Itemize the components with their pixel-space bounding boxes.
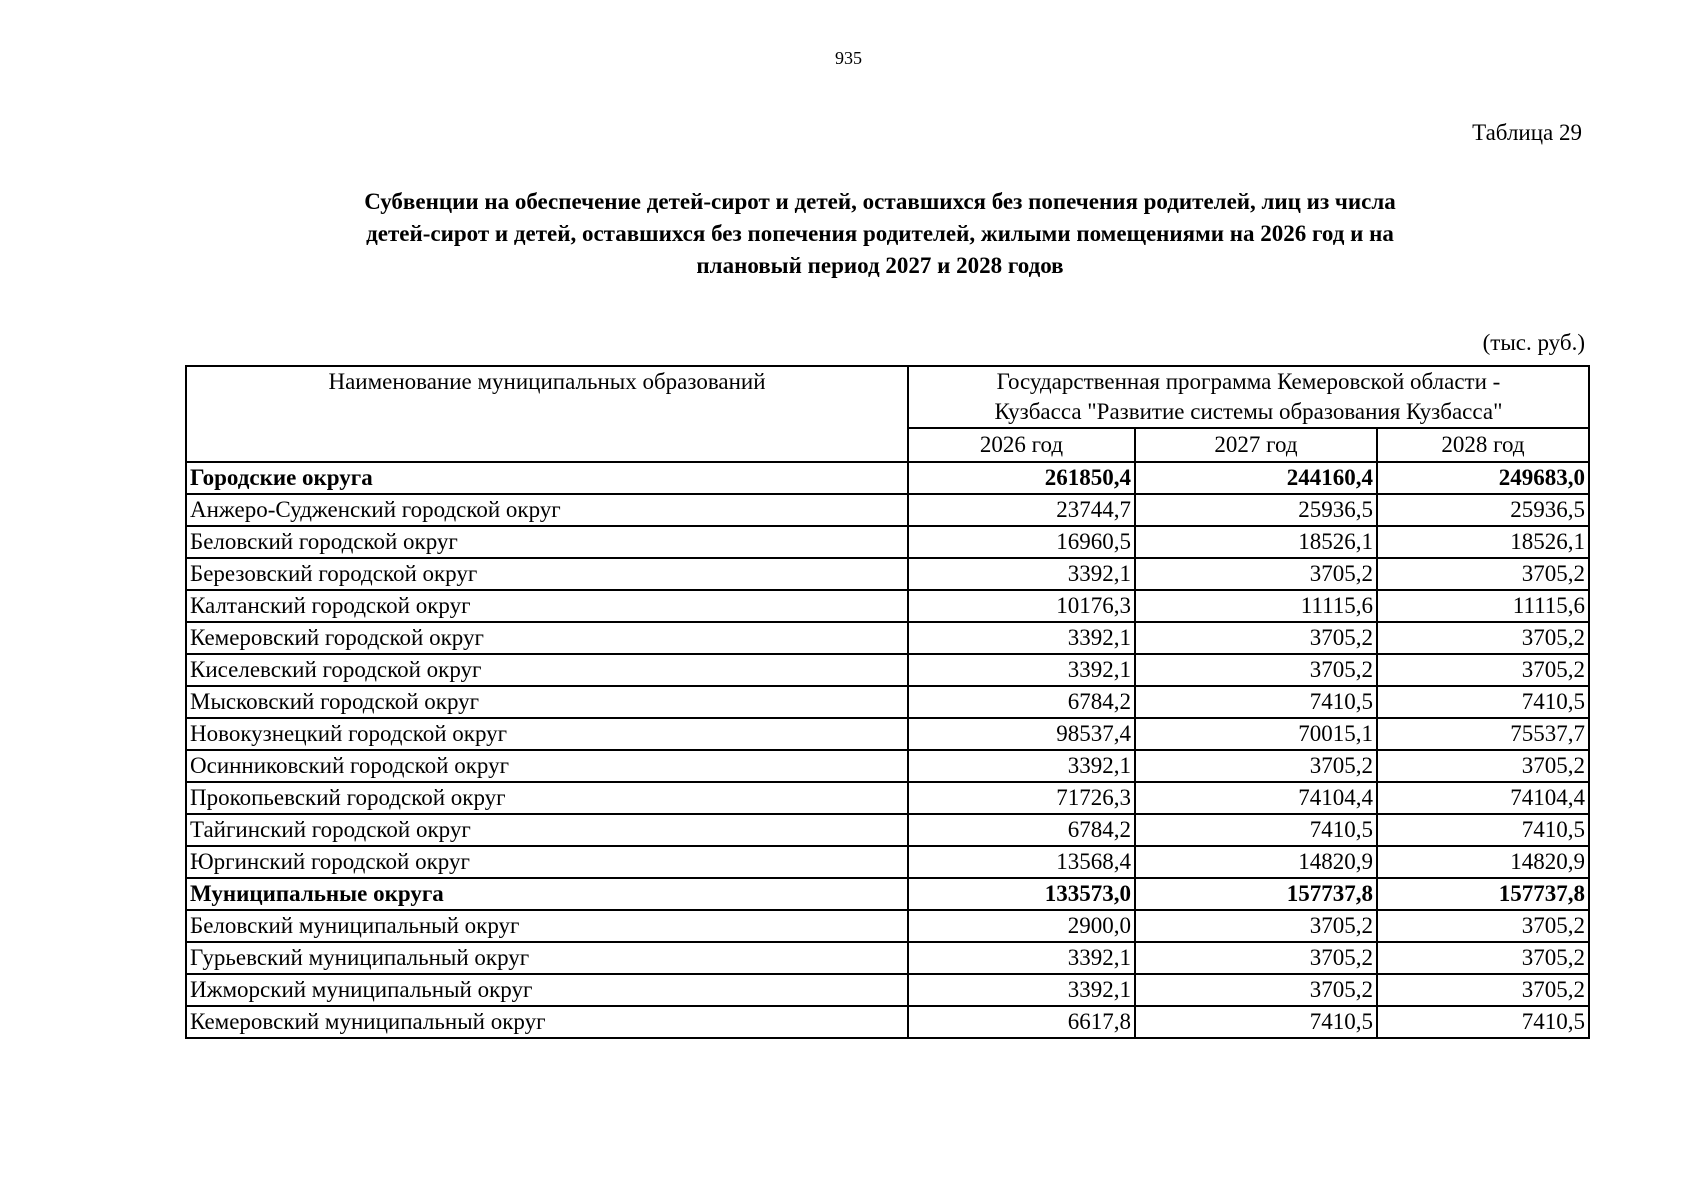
cell-2027: 25936,5 [1135,494,1377,526]
cell-2026: 133573,0 [908,878,1135,910]
cell-municipality: Муниципальные округа [186,878,908,910]
subsidy-table [185,365,1590,1039]
table-row [186,1006,1589,1038]
header-program [908,366,1589,428]
cell-municipality: Беловский муниципальный округ [186,910,908,942]
cell-2028: 3705,2 [1377,974,1589,1006]
cell-2027: 7410,5 [1135,1006,1377,1038]
cell-2028: 18526,1 [1377,526,1589,558]
cell-2026: 3392,1 [908,622,1135,654]
table-row [186,814,1589,846]
table-row [186,654,1589,686]
cell-2027: 11115,6 [1135,590,1377,622]
page-number: 935 [835,48,862,68]
cell-2026: 3392,1 [908,654,1135,686]
table-label: Таблица 29 [1472,120,1582,145]
cell-2028: 7410,5 [1377,814,1589,846]
cell-2027: 3705,2 [1135,622,1377,654]
cell-municipality: Тайгинский городской округ [186,814,908,846]
title-line: Субвенции на обеспечение детей-сирот и детей, оставшихся без попечения родителей, лиц из числа [364,189,1396,214]
cell-2027: 74104,4 [1135,782,1377,814]
cell-municipality: Осинниковский городской округ [186,750,908,782]
cell-2027: 157737,8 [1135,878,1377,910]
cell-2028: 7410,5 [1377,686,1589,718]
cell-2027: 3705,2 [1135,974,1377,1006]
cell-2028: 3705,2 [1377,622,1589,654]
cell-2026: 13568,4 [908,846,1135,878]
cell-2027: 18526,1 [1135,526,1377,558]
cell-2027: 3705,2 [1135,750,1377,782]
cell-2028: 74104,4 [1377,782,1589,814]
cell-2027: 3705,2 [1135,558,1377,590]
table-body [186,462,1589,1038]
cell-2027: 7410,5 [1135,814,1377,846]
cell-municipality: Кемеровский городской округ [186,622,908,654]
cell-2026: 6784,2 [908,814,1135,846]
cell-2027: 3705,2 [1135,654,1377,686]
cell-2026: 6617,8 [908,1006,1135,1038]
table-group-row [186,878,1589,910]
header-program-line: Кузбасса "Развитие системы образования Кузбасса" [994,399,1503,424]
title-line: детей-сирот и детей, оставшихся без попечения родителей, жилыми помещениями на 2026 год и на [366,221,1394,246]
cell-2026: 23744,7 [908,494,1135,526]
cell-municipality: Гурьевский муниципальный округ [186,942,908,974]
table-row [186,846,1589,878]
cell-2026: 2900,0 [908,910,1135,942]
table-row [186,558,1589,590]
cell-2027: 3705,2 [1135,910,1377,942]
cell-municipality: Березовский городской округ [186,558,908,590]
cell-2027: 70015,1 [1135,718,1377,750]
cell-2026: 3392,1 [908,558,1135,590]
cell-2028: 7410,5 [1377,1006,1589,1038]
cell-2028: 25936,5 [1377,494,1589,526]
cell-municipality: Ижморский муниципальный округ [186,974,908,1006]
cell-2028: 3705,2 [1377,750,1589,782]
cell-municipality: Калтанский городской округ [186,590,908,622]
cell-2028: 3705,2 [1377,942,1589,974]
header-program-line: Государственная программа Кемеровской области - [996,369,1501,394]
cell-municipality: Мысковский городской округ [186,686,908,718]
table-row [186,526,1589,558]
cell-2027: 14820,9 [1135,846,1377,878]
cell-municipality: Прокопьевский городской округ [186,782,908,814]
cell-2026: 3392,1 [908,750,1135,782]
cell-2028: 14820,9 [1377,846,1589,878]
cell-2026: 16960,5 [908,526,1135,558]
table-row [186,910,1589,942]
cell-2027: 3705,2 [1135,942,1377,974]
table-row [186,750,1589,782]
cell-2026: 98537,4 [908,718,1135,750]
cell-municipality: Беловский городской округ [186,526,908,558]
cell-2028: 157737,8 [1377,878,1589,910]
cell-2028: 11115,6 [1377,590,1589,622]
cell-2026: 261850,4 [908,462,1135,494]
units-label: (тыс. руб.) [1482,330,1585,355]
header-year-2028: 2028 год [1377,428,1589,462]
table-group-row [186,462,1589,494]
cell-2026: 3392,1 [908,942,1135,974]
header-year-2027: 2027 год [1135,428,1377,462]
cell-2027: 7410,5 [1135,686,1377,718]
table-row [186,622,1589,654]
cell-2026: 71726,3 [908,782,1135,814]
header-year-2026: 2026 год [908,428,1135,462]
cell-municipality: Городские округа [186,462,908,494]
table-row [186,590,1589,622]
cell-2027: 244160,4 [1135,462,1377,494]
cell-2028: 75537,7 [1377,718,1589,750]
cell-2028: 3705,2 [1377,654,1589,686]
header-municipality: Наименование муниципальных образований [186,366,908,462]
table-row [186,718,1589,750]
cell-municipality: Анжеро-Судженский городской округ [186,494,908,526]
table-row [186,782,1589,814]
table-row [186,686,1589,718]
cell-2028: 249683,0 [1377,462,1589,494]
cell-municipality: Кемеровский муниципальный округ [186,1006,908,1038]
cell-municipality: Новокузнецкий городской округ [186,718,908,750]
title-line: плановый период 2027 и 2028 годов [696,253,1064,278]
table-row [186,974,1589,1006]
cell-2028: 3705,2 [1377,558,1589,590]
cell-municipality: Юргинский городской округ [186,846,908,878]
cell-2026: 6784,2 [908,686,1135,718]
table-row [186,942,1589,974]
table-row [186,494,1589,526]
document-title [270,186,1490,282]
cell-2026: 10176,3 [908,590,1135,622]
cell-2028: 3705,2 [1377,910,1589,942]
cell-municipality: Киселевский городской округ [186,654,908,686]
cell-2026: 3392,1 [908,974,1135,1006]
